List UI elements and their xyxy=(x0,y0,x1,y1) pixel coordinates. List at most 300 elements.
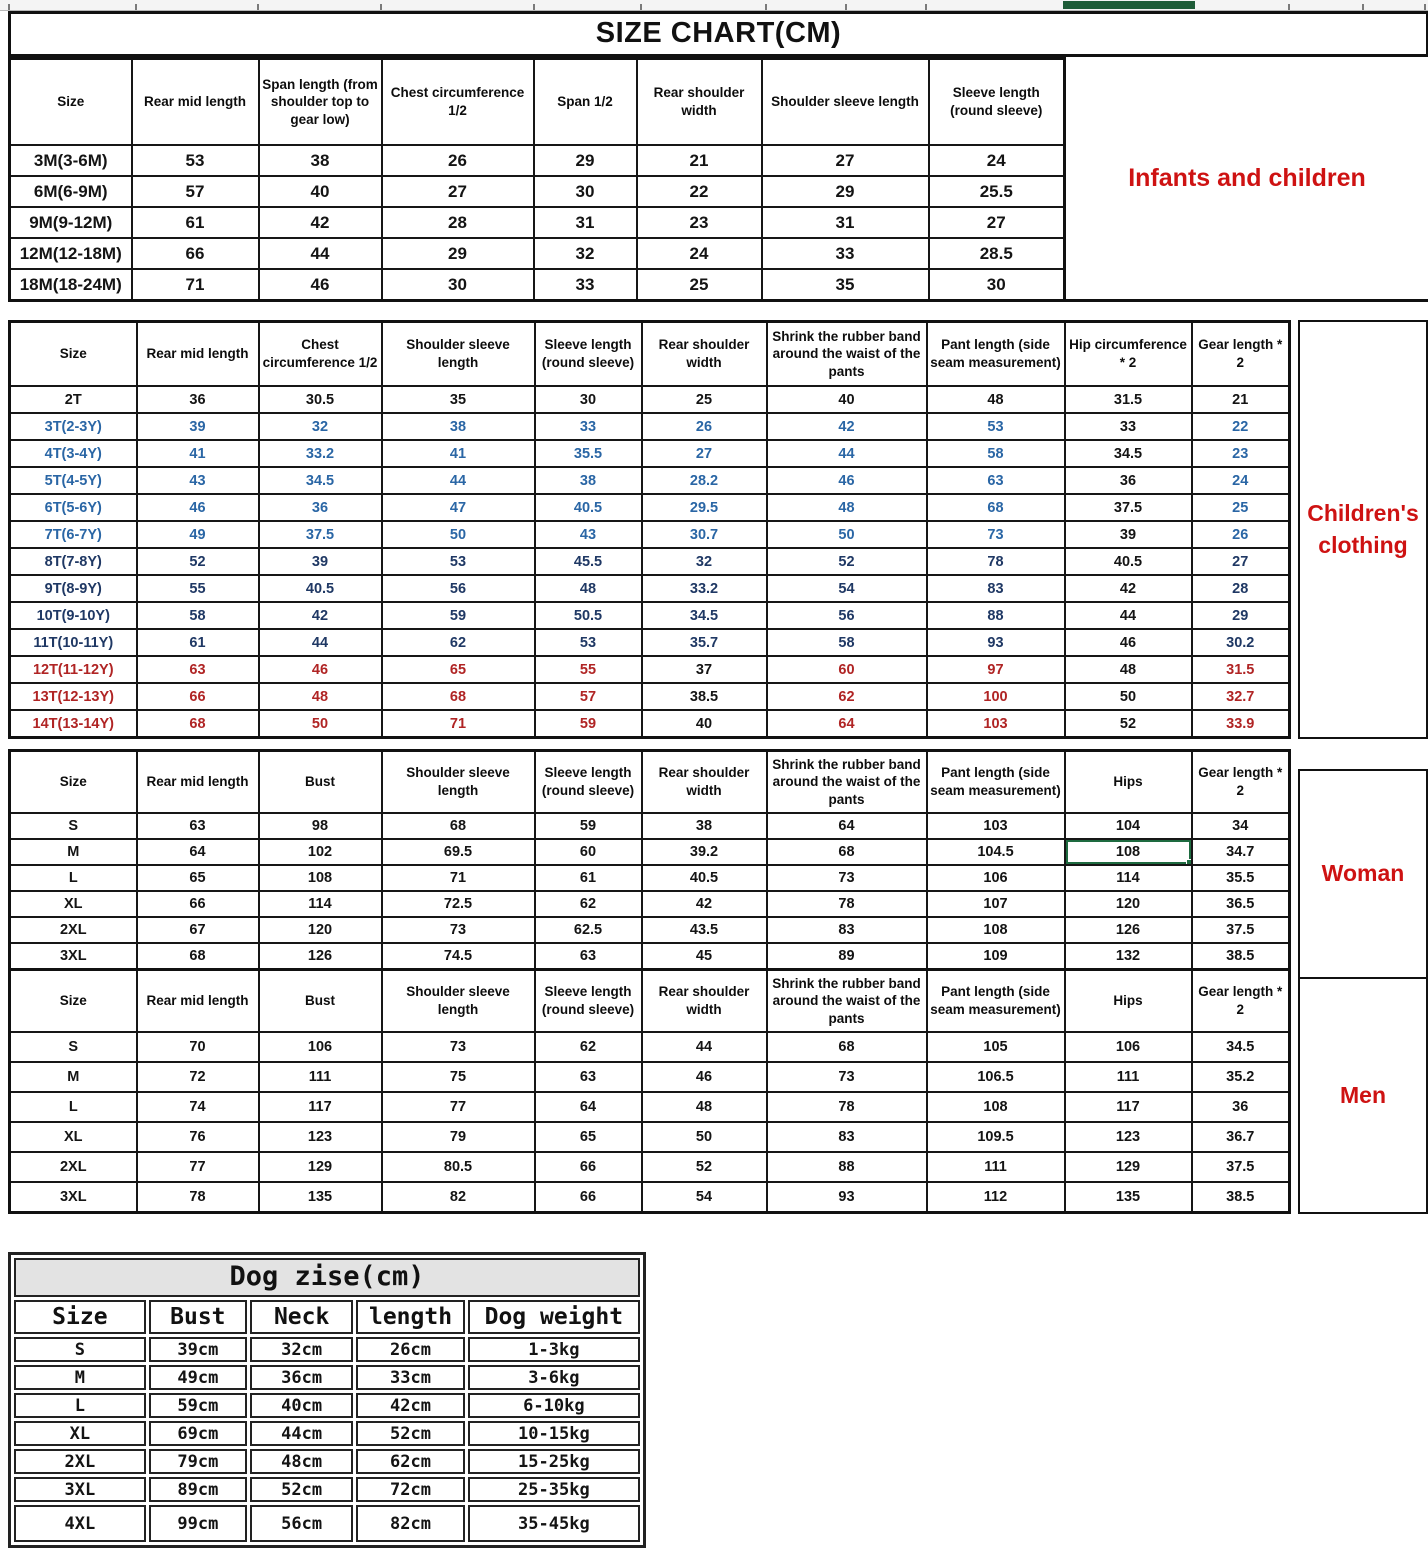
value-cell: 56 xyxy=(767,602,927,629)
value-cell: 68 xyxy=(927,494,1065,521)
size-cell: L xyxy=(14,1393,146,1418)
table-row xyxy=(10,176,1065,207)
value-cell: 42 xyxy=(259,602,382,629)
table-row xyxy=(14,1421,640,1446)
size-cell: M xyxy=(10,1062,137,1092)
value-cell: 46 xyxy=(767,467,927,494)
value-cell: 22 xyxy=(637,176,762,207)
value-cell: 29 xyxy=(382,238,534,269)
value-cell: 42 xyxy=(767,413,927,440)
value-cell: 39 xyxy=(1065,521,1192,548)
value-cell: 112 xyxy=(927,1182,1065,1213)
column-header: Bust xyxy=(259,751,382,814)
value-cell: 33.2 xyxy=(259,440,382,467)
value-cell: 61 xyxy=(535,865,642,891)
value-cell: 72 xyxy=(137,1062,259,1092)
size-cell: 3XL xyxy=(10,943,137,970)
value-cell: 42cm xyxy=(356,1393,464,1418)
value-cell: 57 xyxy=(132,176,259,207)
value-cell: 62cm xyxy=(356,1449,464,1474)
value-cell: 103 xyxy=(927,813,1065,839)
table-row xyxy=(10,548,1290,575)
value-cell: 48cm xyxy=(250,1449,353,1474)
table-row xyxy=(14,1337,640,1362)
value-cell: 44 xyxy=(382,467,535,494)
column-tick xyxy=(925,4,927,10)
adult-tables-stack xyxy=(8,749,1291,1214)
value-cell: 129 xyxy=(1065,1152,1192,1182)
value-cell: 3-6kg xyxy=(468,1365,640,1390)
value-cell: 72.5 xyxy=(382,891,535,917)
column-header: Shrink the rubber band around the waist of the pants xyxy=(767,751,927,814)
value-cell: 28 xyxy=(382,207,534,238)
size-cell: L xyxy=(10,865,137,891)
value-cell: 32 xyxy=(642,548,767,575)
value-cell: 24 xyxy=(929,145,1065,176)
value-cell: 45.5 xyxy=(535,548,642,575)
value-cell: 40.5 xyxy=(535,494,642,521)
value-cell: 60 xyxy=(767,656,927,683)
size-cell: 10T(9-10Y) xyxy=(10,602,137,629)
value-cell: 67 xyxy=(137,917,259,943)
column-header: Hips xyxy=(1065,970,1192,1033)
value-cell: 106 xyxy=(1065,1032,1192,1062)
value-cell: 25 xyxy=(1192,494,1290,521)
children-label: Children's clothing xyxy=(1298,320,1428,739)
column-header: Hips xyxy=(1065,751,1192,814)
column-tick xyxy=(640,4,642,10)
size-cell: 4T(3-4Y) xyxy=(10,440,137,467)
value-cell: 78 xyxy=(767,1092,927,1122)
table-row xyxy=(10,602,1290,629)
size-cell: 8T(7-8Y) xyxy=(10,548,137,575)
column-header: Shoulder sleeve length xyxy=(382,751,535,814)
column-header: Rear shoulder width xyxy=(642,751,767,814)
column-header: Hip circumference * 2 xyxy=(1065,322,1192,387)
value-cell: 52cm xyxy=(250,1477,353,1502)
value-cell: 52 xyxy=(642,1152,767,1182)
value-cell: 99cm xyxy=(149,1505,247,1542)
size-cell: M xyxy=(10,839,137,865)
value-cell: 114 xyxy=(1065,865,1192,891)
adults-section xyxy=(8,749,1428,1214)
men-size-table xyxy=(8,968,1291,1214)
value-cell: 44 xyxy=(259,238,382,269)
table-row xyxy=(10,917,1290,943)
value-cell: 104.5 xyxy=(927,839,1065,865)
table-row xyxy=(10,494,1290,521)
value-cell: 25.5 xyxy=(929,176,1065,207)
value-cell: 80.5 xyxy=(382,1152,535,1182)
table-row xyxy=(10,1062,1290,1092)
infants-label: Infants and children xyxy=(1066,57,1428,302)
table-row xyxy=(10,865,1290,891)
value-cell: 38 xyxy=(642,813,767,839)
value-cell: 66 xyxy=(137,683,259,710)
value-cell: 52 xyxy=(137,548,259,575)
value-cell: 36 xyxy=(137,386,259,413)
value-cell: 41 xyxy=(382,440,535,467)
value-cell: 44 xyxy=(1065,602,1192,629)
value-cell: 32 xyxy=(534,238,637,269)
table-row xyxy=(10,575,1290,602)
size-cell: 2T xyxy=(10,386,137,413)
value-cell: 53 xyxy=(132,145,259,176)
value-cell: 108 xyxy=(259,865,382,891)
size-cell: 6T(5-6Y) xyxy=(10,494,137,521)
size-cell: 6M(6-9M) xyxy=(10,176,132,207)
value-cell: 56 xyxy=(382,575,535,602)
spacer xyxy=(0,302,1428,320)
value-cell: 30.5 xyxy=(259,386,382,413)
value-cell: 89 xyxy=(767,943,927,970)
value-cell: 34.7 xyxy=(1192,839,1290,865)
size-cell: 13T(12-13Y) xyxy=(10,683,137,710)
value-cell: 100 xyxy=(927,683,1065,710)
selected-column-indicator xyxy=(1063,1,1195,9)
column-header: length xyxy=(356,1300,464,1334)
value-cell: 123 xyxy=(259,1122,382,1152)
value-cell: 29 xyxy=(762,176,929,207)
header-row xyxy=(10,751,1290,814)
value-cell: 40 xyxy=(767,386,927,413)
value-cell: 26 xyxy=(1192,521,1290,548)
value-cell: 35-45kg xyxy=(468,1505,640,1542)
column-header: Rear mid length xyxy=(132,59,259,146)
column-tick xyxy=(533,4,535,10)
table-row xyxy=(10,1152,1290,1182)
value-cell: 71 xyxy=(132,269,259,301)
value-cell: 50 xyxy=(259,710,382,738)
value-cell: 33 xyxy=(1065,413,1192,440)
value-cell: 52 xyxy=(767,548,927,575)
column-tick xyxy=(845,4,847,10)
value-cell: 36 xyxy=(259,494,382,521)
table-row xyxy=(10,238,1065,269)
header-row xyxy=(10,970,1290,1033)
value-cell: 65 xyxy=(535,1122,642,1152)
value-cell: 50.5 xyxy=(535,602,642,629)
size-cell: 9M(9-12M) xyxy=(10,207,132,238)
value-cell: 35 xyxy=(762,269,929,301)
value-cell: 27 xyxy=(382,176,534,207)
value-cell: 66 xyxy=(137,891,259,917)
value-cell: 64 xyxy=(137,839,259,865)
value-cell: 82cm xyxy=(356,1505,464,1542)
value-cell: 35.5 xyxy=(1192,865,1290,891)
value-cell: 63 xyxy=(535,1062,642,1092)
value-cell: 74 xyxy=(137,1092,259,1122)
value-cell: 111 xyxy=(259,1062,382,1092)
value-cell: 73 xyxy=(382,917,535,943)
value-cell: 40cm xyxy=(250,1393,353,1418)
value-cell: 62 xyxy=(767,683,927,710)
value-cell: 83 xyxy=(927,575,1065,602)
dog-size-table-wrapper xyxy=(8,1252,646,1548)
value-cell: 30.2 xyxy=(1192,629,1290,656)
value-cell: 83 xyxy=(767,1122,927,1152)
value-cell: 58 xyxy=(767,629,927,656)
value-cell: 53 xyxy=(927,413,1065,440)
value-cell: 68 xyxy=(137,943,259,970)
value-cell: 35 xyxy=(382,386,535,413)
size-cell: 2XL xyxy=(10,1152,137,1182)
size-cell: 2XL xyxy=(14,1449,146,1474)
value-cell: 46 xyxy=(1065,629,1192,656)
value-cell: 71 xyxy=(382,865,535,891)
value-cell: 39 xyxy=(259,548,382,575)
value-cell: 69cm xyxy=(149,1421,247,1446)
value-cell: 54 xyxy=(767,575,927,602)
value-cell: 48 xyxy=(927,386,1065,413)
value-cell: 102 xyxy=(259,839,382,865)
value-cell: 77 xyxy=(382,1092,535,1122)
value-cell: 22 xyxy=(1192,413,1290,440)
value-cell: 28 xyxy=(1192,575,1290,602)
column-header: Shrink the rubber band around the waist of the pants xyxy=(767,970,927,1033)
value-cell: 65 xyxy=(382,656,535,683)
value-cell: 69.5 xyxy=(382,839,535,865)
column-tick xyxy=(1362,4,1364,10)
value-cell: 98 xyxy=(259,813,382,839)
table-row xyxy=(10,145,1065,176)
value-cell: 108 xyxy=(927,917,1065,943)
value-cell: 21 xyxy=(637,145,762,176)
table-row xyxy=(10,386,1290,413)
column-header: Dog weight xyxy=(468,1300,640,1334)
value-cell: 29.5 xyxy=(642,494,767,521)
value-cell: 36.7 xyxy=(1192,1122,1290,1152)
table-row xyxy=(14,1477,640,1502)
column-header: Rear shoulder width xyxy=(642,970,767,1033)
value-cell: 40.5 xyxy=(1065,548,1192,575)
value-cell: 36 xyxy=(1065,467,1192,494)
column-header: Shrink the rubber band around the waist of the pants xyxy=(767,322,927,387)
value-cell: 33 xyxy=(762,238,929,269)
value-cell: 63 xyxy=(535,943,642,970)
value-cell: 64 xyxy=(767,710,927,738)
value-cell: 27 xyxy=(762,145,929,176)
value-cell: 42 xyxy=(1065,575,1192,602)
table-row xyxy=(10,813,1290,839)
value-cell: 26 xyxy=(642,413,767,440)
value-cell: 46 xyxy=(259,656,382,683)
value-cell: 109 xyxy=(927,943,1065,970)
value-cell: 129 xyxy=(259,1152,382,1182)
dog-size-table xyxy=(11,1297,643,1545)
value-cell: 36.5 xyxy=(1192,891,1290,917)
value-cell: 49cm xyxy=(149,1365,247,1390)
value-cell: 88 xyxy=(927,602,1065,629)
value-cell: 71 xyxy=(382,710,535,738)
value-cell: 35.5 xyxy=(535,440,642,467)
size-cell: XL xyxy=(10,1122,137,1152)
value-cell: 52cm xyxy=(356,1421,464,1446)
column-tick xyxy=(380,4,382,10)
size-cell: L xyxy=(10,1092,137,1122)
table-row xyxy=(14,1449,640,1474)
value-cell: 33cm xyxy=(356,1365,464,1390)
value-cell: 83 xyxy=(767,917,927,943)
men-label: Men xyxy=(1298,977,1428,1214)
column-tick xyxy=(8,4,10,10)
value-cell: 59 xyxy=(535,710,642,738)
table-row xyxy=(10,467,1290,494)
value-cell: 34.5 xyxy=(642,602,767,629)
size-cell: 5T(4-5Y) xyxy=(10,467,137,494)
value-cell: 44 xyxy=(642,1032,767,1062)
value-cell: 53 xyxy=(535,629,642,656)
column-header: Sleeve length (round sleeve) xyxy=(929,59,1065,146)
value-cell: 37.5 xyxy=(1065,494,1192,521)
value-cell: 31.5 xyxy=(1192,656,1290,683)
value-cell: 46 xyxy=(137,494,259,521)
value-cell: 61 xyxy=(132,207,259,238)
table-row xyxy=(10,413,1290,440)
value-cell: 39.2 xyxy=(642,839,767,865)
value-cell: 38 xyxy=(259,145,382,176)
value-cell: 36cm xyxy=(250,1365,353,1390)
value-cell: 37.5 xyxy=(1192,1152,1290,1182)
value-cell: 48 xyxy=(767,494,927,521)
value-cell: 70 xyxy=(137,1032,259,1062)
page-title: SIZE CHART(CM) xyxy=(8,11,1428,57)
value-cell: 33.9 xyxy=(1192,710,1290,738)
size-cell: 3M(3-6M) xyxy=(10,145,132,176)
column-header: Span length (from shoulder top to gear low) xyxy=(259,59,382,146)
value-cell: 46 xyxy=(259,269,382,301)
value-cell: 89cm xyxy=(149,1477,247,1502)
value-cell: 38.5 xyxy=(1192,1182,1290,1213)
value-cell: 32.7 xyxy=(1192,683,1290,710)
value-cell: 114 xyxy=(259,891,382,917)
value-cell: 58 xyxy=(137,602,259,629)
value-cell: 31.5 xyxy=(1065,386,1192,413)
table-row xyxy=(10,891,1290,917)
value-cell: 36 xyxy=(1192,1092,1290,1122)
value-cell: 117 xyxy=(1065,1092,1192,1122)
value-cell: 68 xyxy=(382,813,535,839)
value-cell: 42 xyxy=(259,207,382,238)
value-cell: 48 xyxy=(535,575,642,602)
value-cell: 65 xyxy=(137,865,259,891)
value-cell: 30 xyxy=(929,269,1065,301)
value-cell: 135 xyxy=(1065,1182,1192,1213)
value-cell: 43 xyxy=(535,521,642,548)
value-cell: 27 xyxy=(642,440,767,467)
value-cell: 40 xyxy=(642,710,767,738)
value-cell: 123 xyxy=(1065,1122,1192,1152)
value-cell: 63 xyxy=(927,467,1065,494)
column-tick xyxy=(135,4,137,10)
woman-size-table xyxy=(8,749,1291,971)
column-header: Shoulder sleeve length xyxy=(382,970,535,1033)
table-row xyxy=(10,521,1290,548)
size-cell: 18M(18-24M) xyxy=(10,269,132,301)
column-tick xyxy=(257,4,259,10)
value-cell: 61 xyxy=(137,629,259,656)
table-row xyxy=(14,1393,640,1418)
column-header: Rear mid length xyxy=(137,751,259,814)
table-row xyxy=(14,1505,640,1542)
value-cell: 105 xyxy=(927,1032,1065,1062)
value-cell: 93 xyxy=(767,1182,927,1213)
value-cell: 111 xyxy=(927,1152,1065,1182)
value-cell: 126 xyxy=(259,943,382,970)
table-row xyxy=(10,683,1290,710)
value-cell: 30 xyxy=(534,176,637,207)
value-cell: 21 xyxy=(1192,386,1290,413)
value-cell: 73 xyxy=(382,1032,535,1062)
children-size-table xyxy=(8,320,1291,739)
value-cell: 30 xyxy=(382,269,534,301)
value-cell: 109.5 xyxy=(927,1122,1065,1152)
table-row xyxy=(10,943,1290,970)
table-row xyxy=(10,629,1290,656)
size-cell: M xyxy=(14,1365,146,1390)
column-header: Gear length * 2 xyxy=(1192,751,1290,814)
value-cell: 66 xyxy=(132,238,259,269)
value-cell: 32cm xyxy=(250,1337,353,1362)
value-cell: 27 xyxy=(929,207,1065,238)
value-cell: 44 xyxy=(259,629,382,656)
value-cell: 62 xyxy=(535,891,642,917)
value-cell: 68 xyxy=(137,710,259,738)
column-header: Size xyxy=(14,1300,146,1334)
column-header: Size xyxy=(10,322,137,387)
table-row xyxy=(10,440,1290,467)
value-cell: 6-10kg xyxy=(468,1393,640,1418)
column-header: Sleeve length (round sleeve) xyxy=(535,970,642,1033)
column-header: Shoulder sleeve length xyxy=(762,59,929,146)
value-cell: 68 xyxy=(767,1032,927,1062)
size-cell: 7T(6-7Y) xyxy=(10,521,137,548)
value-cell: 50 xyxy=(642,1122,767,1152)
value-cell: 25 xyxy=(642,386,767,413)
value-cell: 68 xyxy=(767,839,927,865)
column-header: Neck xyxy=(250,1300,353,1334)
table-row xyxy=(10,207,1065,238)
value-cell: 126 xyxy=(1065,917,1192,943)
size-cell: 9T(8-9Y) xyxy=(10,575,137,602)
column-header: Shoulder sleeve length xyxy=(382,322,535,387)
table-row xyxy=(10,656,1290,683)
column-header: Rear mid length xyxy=(137,970,259,1033)
value-cell: 60 xyxy=(535,839,642,865)
value-cell: 72cm xyxy=(356,1477,464,1502)
value-cell: 34.5 xyxy=(1065,440,1192,467)
value-cell: 108 xyxy=(1065,839,1192,865)
value-cell: 28.2 xyxy=(642,467,767,494)
value-cell: 82 xyxy=(382,1182,535,1213)
value-cell: 34.5 xyxy=(259,467,382,494)
size-cell: 3XL xyxy=(14,1477,146,1502)
value-cell: 46 xyxy=(642,1062,767,1092)
size-cell: S xyxy=(10,813,137,839)
value-cell: 25-35kg xyxy=(468,1477,640,1502)
value-cell: 58 xyxy=(927,440,1065,467)
value-cell: 64 xyxy=(767,813,927,839)
value-cell: 78 xyxy=(927,548,1065,575)
column-header: Rear mid length xyxy=(137,322,259,387)
value-cell: 38 xyxy=(382,413,535,440)
value-cell: 35.7 xyxy=(642,629,767,656)
value-cell: 68 xyxy=(382,683,535,710)
value-cell: 35.2 xyxy=(1192,1062,1290,1092)
size-cell: XL xyxy=(14,1421,146,1446)
value-cell: 24 xyxy=(1192,467,1290,494)
value-cell: 30.7 xyxy=(642,521,767,548)
